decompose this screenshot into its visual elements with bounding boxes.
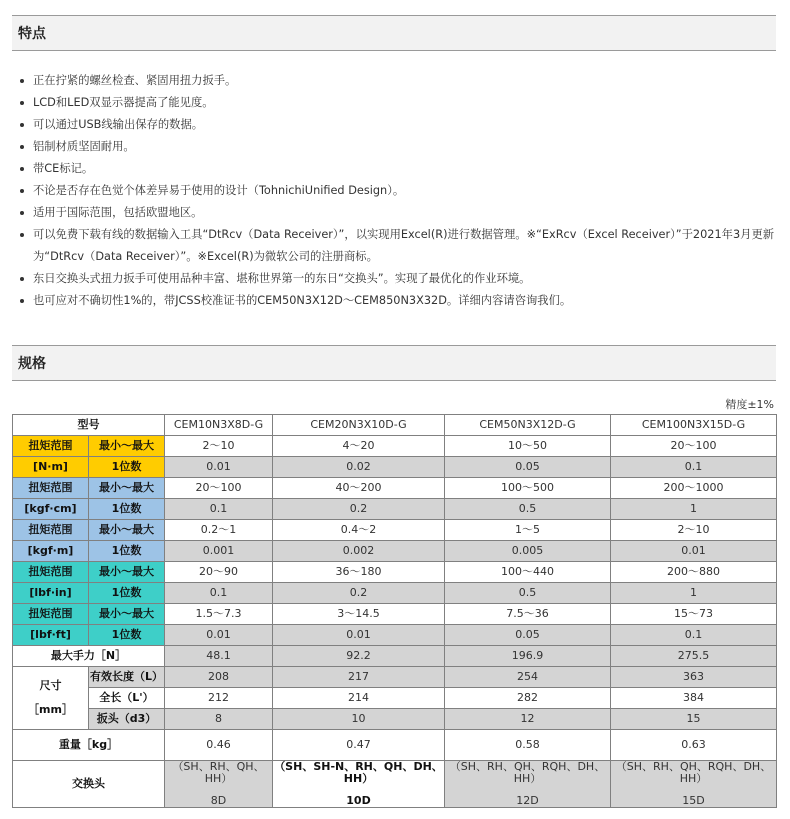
effective-length-label: 有效长度（L） [89, 667, 165, 688]
model-label: 型号 [13, 415, 165, 436]
range-cell: 3～14.5 [273, 604, 445, 625]
range-label: 最小～最大 [89, 478, 165, 499]
total-length-row [13, 688, 777, 709]
digit-cell: 0.2 [273, 499, 445, 520]
interchangeable-head-label: 交换头 [13, 761, 165, 808]
digit-label: 1位数 [89, 457, 165, 478]
range-cell: 20～100 [611, 436, 777, 457]
weight-cell: 0.58 [445, 730, 611, 761]
digit-cell: 1 [611, 499, 777, 520]
digit-cell: 0.01 [165, 457, 273, 478]
torque-group-unit: [lbf·ft] [13, 625, 89, 646]
torque-group-unit: [kgf·cm] [13, 499, 89, 520]
digit-label: 1位数 [89, 625, 165, 646]
head-label: 扳头（d3） [89, 709, 165, 730]
torque-digit-row [13, 625, 777, 646]
range-cell: 40～200 [273, 478, 445, 499]
max-force-label: 最大手力［N］ [13, 646, 165, 667]
torque-range-row [13, 562, 777, 583]
weight-cell: 0.63 [611, 730, 777, 761]
head-size: 8D [210, 794, 227, 807]
head-options: （SH、SH-N、RH、QH、DH、HH） [274, 760, 443, 785]
range-label: 最小～最大 [89, 604, 165, 625]
feature-item: 东日交换头式扭力扳手可使用品种丰富、堪称世界第一的东日“交换头”。实现了最优化的作业环境。 [14, 268, 776, 290]
dimensions-label [13, 667, 89, 730]
torque-group-name: 扭矩范围 [13, 436, 89, 457]
range-cell: 100～440 [445, 562, 611, 583]
range-cell: 15～73 [611, 604, 777, 625]
torque-digit-row [13, 583, 777, 604]
total-length-cell: 282 [445, 688, 611, 709]
max-force-cell: 275.5 [611, 646, 777, 667]
weight-row [13, 730, 777, 761]
model-cell: CEM50N3X12D-G [445, 415, 611, 436]
effective-length-cell: 217 [273, 667, 445, 688]
weight-cell: 0.46 [165, 730, 273, 761]
max-force-cell: 48.1 [165, 646, 273, 667]
digit-cell: 0.1 [165, 583, 273, 604]
range-cell: 7.5～36 [445, 604, 611, 625]
digit-cell: 0.01 [273, 625, 445, 646]
digit-cell: 0.1 [611, 457, 777, 478]
max-force-row [13, 646, 777, 667]
torque-group-unit: [N·m] [13, 457, 89, 478]
feature-item: 也可应对不确切性1%的，带JCSS校准证书的CEM50N3X12D～CEM850N3X32D。详细内容请咨询我们。 [14, 290, 776, 312]
head-options: （SH、RH、QH、HH） [172, 760, 265, 785]
specs-title: 规格 [18, 356, 46, 372]
feature-item: 可以通过USB线输出保存的数据。 [14, 114, 776, 136]
feature-item: 铝制材质坚固耐用。 [14, 136, 776, 158]
head-option-cell [165, 761, 273, 808]
digit-cell: 0.01 [611, 541, 777, 562]
digit-cell: 0.2 [273, 583, 445, 604]
digit-label: 1位数 [89, 583, 165, 604]
features-title: 特点 [18, 26, 46, 42]
feature-item: 不论是否存在色觉个体差异易于使用的设计（TohnichiUnified Design）。 [14, 180, 776, 202]
total-length-label: 全长（L'） [89, 688, 165, 709]
weight-cell: 0.47 [273, 730, 445, 761]
feature-item: 正在拧紧的螺丝检查、紧固用扭力扳手。 [14, 70, 776, 92]
effective-length-cell: 254 [445, 667, 611, 688]
digit-cell: 0.002 [273, 541, 445, 562]
feature-item: 适用于国际范围，包括欧盟地区。 [14, 202, 776, 224]
range-cell: 200～1000 [611, 478, 777, 499]
digit-label: 1位数 [89, 499, 165, 520]
spec-table [12, 414, 777, 808]
dimensions-name: 尺寸 [39, 679, 62, 692]
range-cell: 2～10 [165, 436, 273, 457]
weight-label: 重量［kg］ [13, 730, 165, 761]
digit-cell: 0.1 [165, 499, 273, 520]
torque-digit-row [13, 541, 777, 562]
head-size: 15D [682, 794, 705, 807]
torque-group-unit: [kgf·m] [13, 541, 89, 562]
total-length-cell: 384 [611, 688, 777, 709]
torque-group-name: 扭矩范围 [13, 562, 89, 583]
range-cell: 4～20 [273, 436, 445, 457]
max-force-cell: 92.2 [273, 646, 445, 667]
head-row [13, 709, 777, 730]
range-cell: 20～100 [165, 478, 273, 499]
head-cell: 15 [611, 709, 777, 730]
interchangeable-head-row [13, 761, 777, 808]
head-options: （SH、RH、QH、RQH、DH、HH） [615, 760, 772, 785]
feature-item: LCD和LED双显示器提高了能见度。 [14, 92, 776, 114]
head-options: （SH、RH、QH、RQH、DH、HH） [449, 760, 606, 785]
model-cell: CEM20N3X10D-G [273, 415, 445, 436]
torque-group-name: 扭矩范围 [13, 520, 89, 541]
head-option-cell [611, 761, 777, 808]
torque-range-row [13, 436, 777, 457]
range-cell: 200～880 [611, 562, 777, 583]
torque-group-name: 扭矩范围 [13, 604, 89, 625]
head-size: 12D [516, 794, 539, 807]
range-cell: 0.4～2 [273, 520, 445, 541]
range-cell: 1～5 [445, 520, 611, 541]
digit-cell: 0.02 [273, 457, 445, 478]
digit-cell: 1 [611, 583, 777, 604]
torque-group-unit: [lbf·in] [13, 583, 89, 604]
head-option-cell [273, 761, 445, 808]
digit-cell: 0.005 [445, 541, 611, 562]
max-force-cell: 196.9 [445, 646, 611, 667]
range-cell: 1.5～7.3 [165, 604, 273, 625]
range-label: 最小～最大 [89, 436, 165, 457]
model-cell: CEM10N3X8D-G [165, 415, 273, 436]
range-cell: 10～50 [445, 436, 611, 457]
model-row [13, 415, 777, 436]
head-cell: 8 [165, 709, 273, 730]
range-cell: 0.2～1 [165, 520, 273, 541]
torque-range-row [13, 478, 777, 499]
head-size: 10D [346, 794, 371, 807]
head-cell: 10 [273, 709, 445, 730]
torque-range-row [13, 520, 777, 541]
torque-digit-row [13, 457, 777, 478]
head-cell: 12 [445, 709, 611, 730]
digit-cell: 0.5 [445, 583, 611, 604]
features-section-header [12, 15, 776, 51]
features-list [14, 70, 776, 312]
range-cell: 36～180 [273, 562, 445, 583]
total-length-cell: 214 [273, 688, 445, 709]
torque-range-row [13, 604, 777, 625]
torque-digit-row [13, 499, 777, 520]
head-option-cell [445, 761, 611, 808]
digit-cell: 0.1 [611, 625, 777, 646]
range-label: 最小～最大 [89, 520, 165, 541]
range-cell: 100～500 [445, 478, 611, 499]
effective-length-cell: 208 [165, 667, 273, 688]
digit-cell: 0.05 [445, 625, 611, 646]
digit-cell: 0.05 [445, 457, 611, 478]
range-cell: 20～90 [165, 562, 273, 583]
torque-group-name: 扭矩范围 [13, 478, 89, 499]
effective-length-cell: 363 [611, 667, 777, 688]
feature-item: 带CE标记。 [14, 158, 776, 180]
digit-cell: 0.5 [445, 499, 611, 520]
digit-cell: 0.01 [165, 625, 273, 646]
digit-label: 1位数 [89, 541, 165, 562]
range-cell: 2～10 [611, 520, 777, 541]
dimensions-unit: ［mm］ [28, 703, 73, 716]
precision-note: 精度±1% [725, 398, 774, 411]
total-length-cell: 212 [165, 688, 273, 709]
effective-length-row [13, 667, 777, 688]
digit-cell: 0.001 [165, 541, 273, 562]
model-cell: CEM100N3X15D-G [611, 415, 777, 436]
feature-item: 可以免费下载有线的数据输入工具“DtRcv（Data Receiver）”，以实现用Excel(R)进行数据管理。※“ExRcv（Excel Receiver）”于2021年3月更新为“DtRcv（Data Receiver）”。※Excel(R)为微软公司的注册商标。 [14, 224, 776, 268]
specs-section-header [12, 345, 776, 381]
range-label: 最小～最大 [89, 562, 165, 583]
